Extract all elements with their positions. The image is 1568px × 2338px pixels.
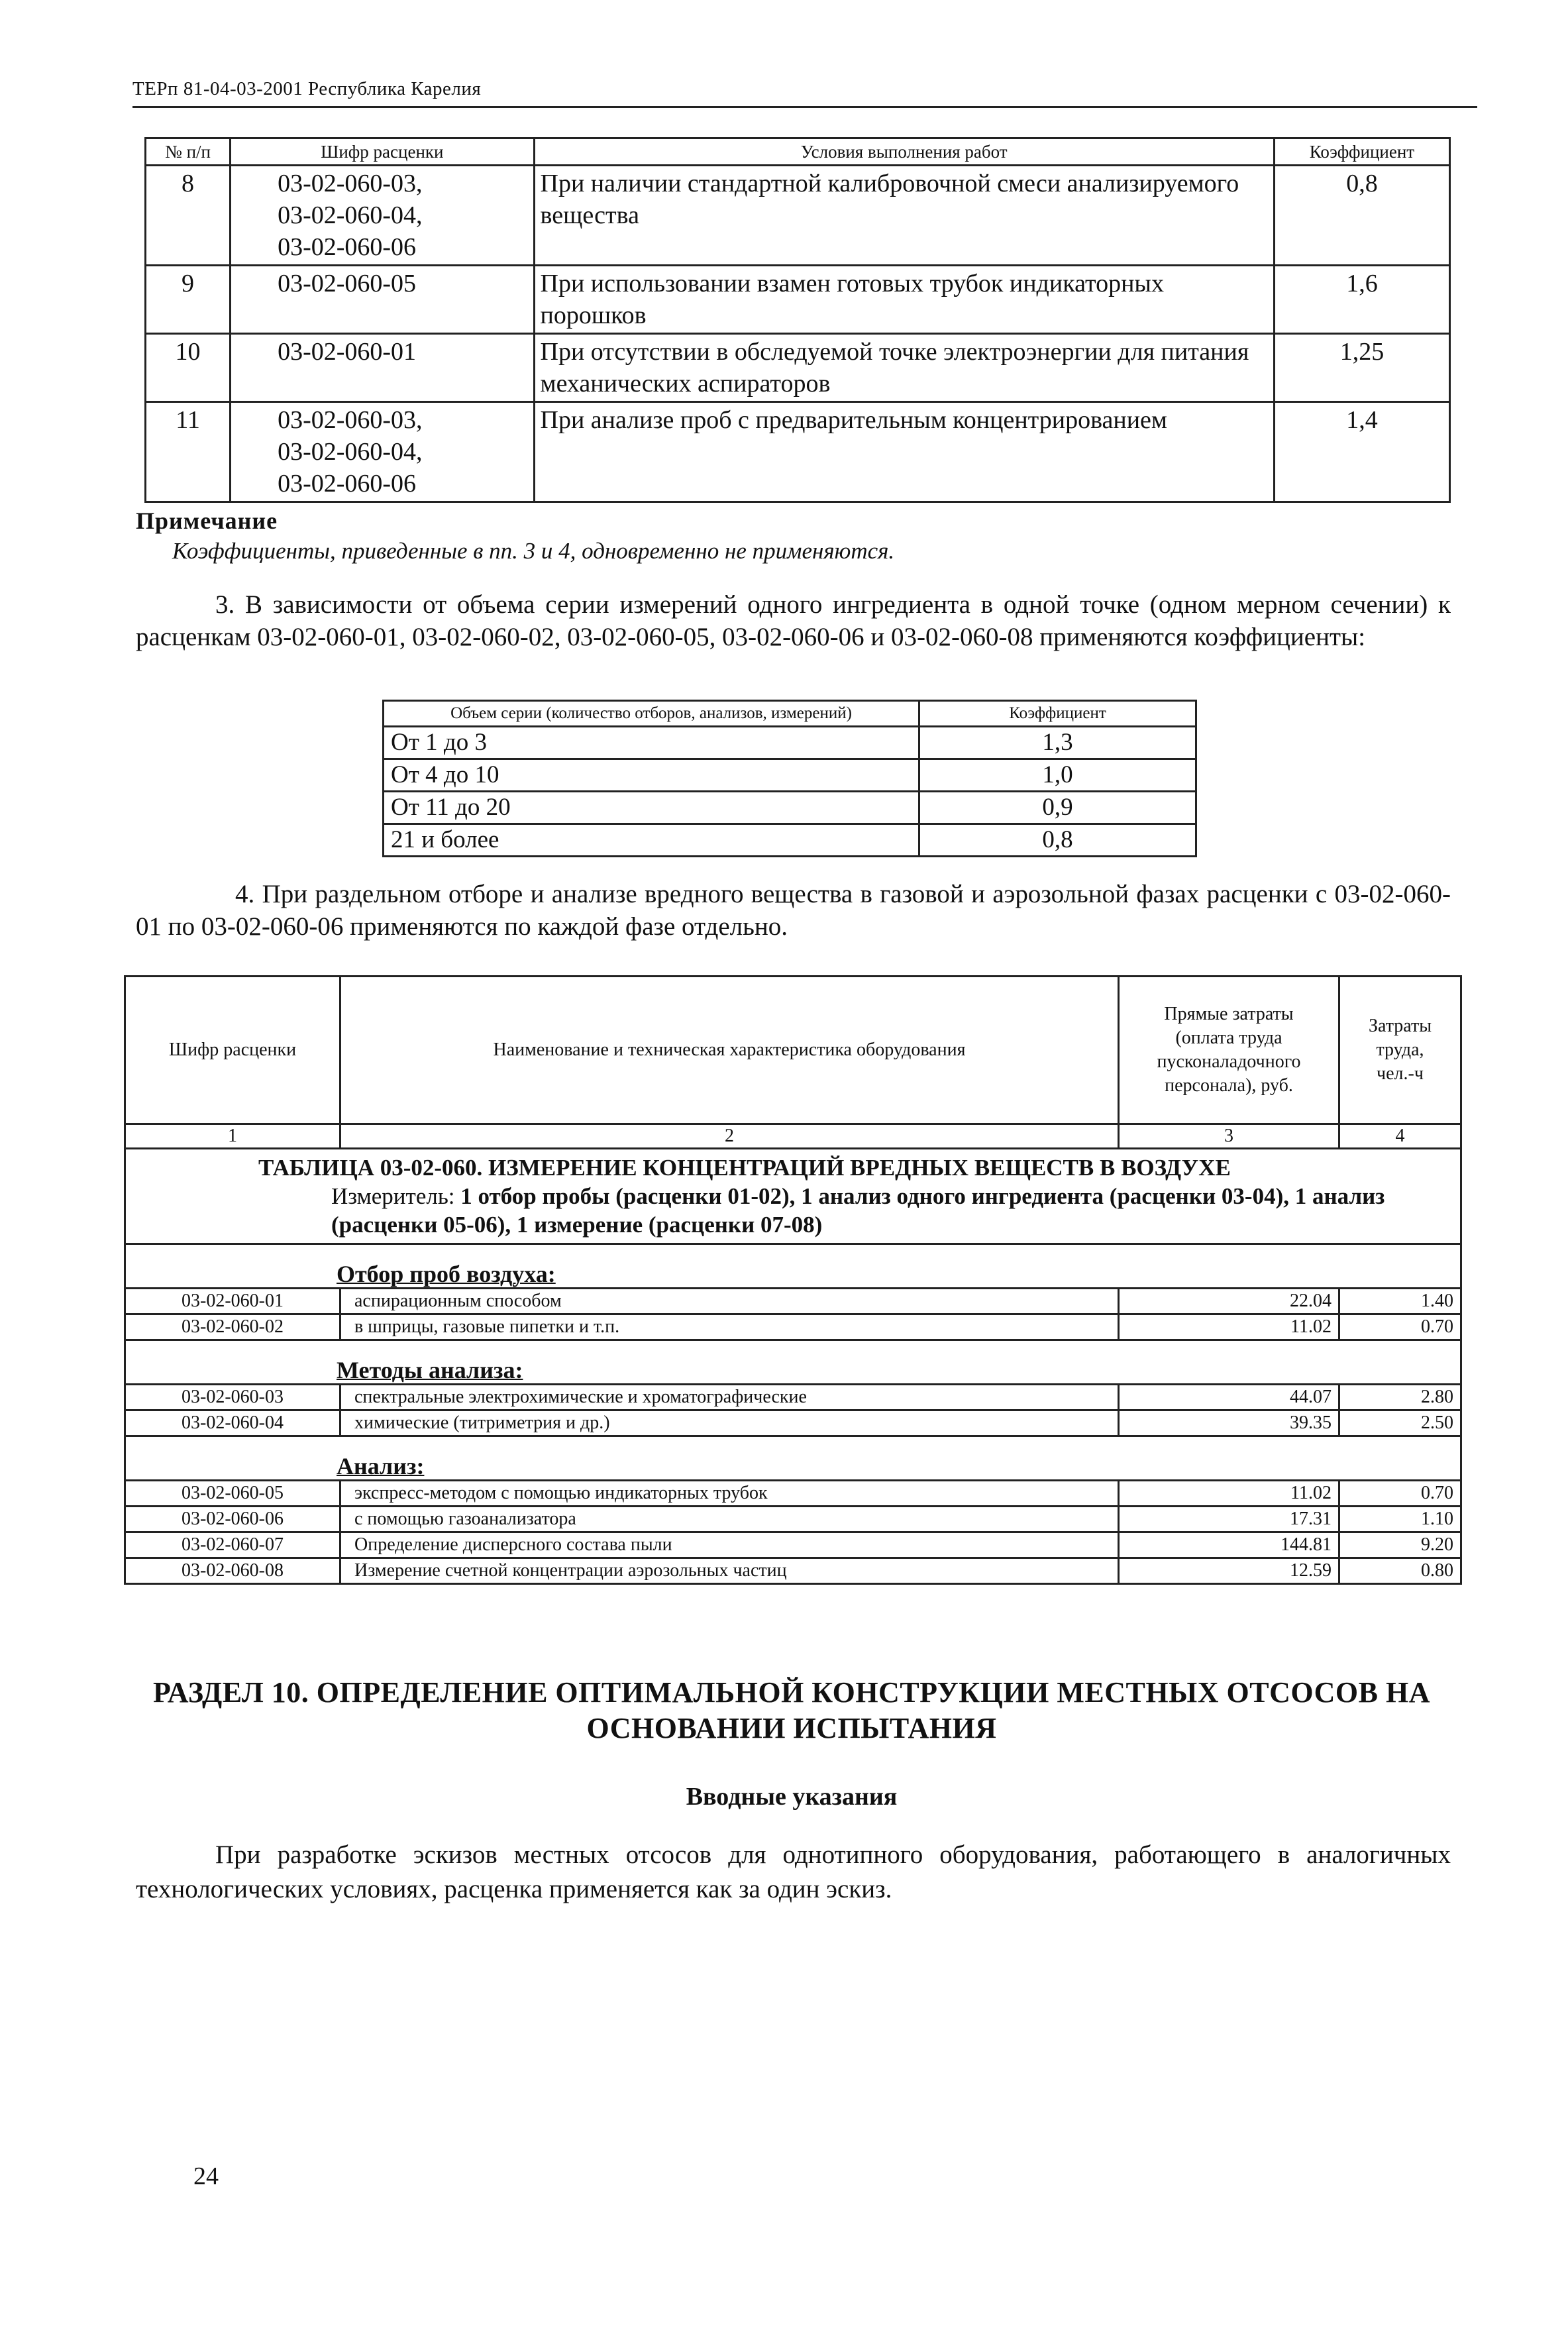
price-labor: 2.50 bbox=[1339, 1410, 1461, 1436]
note-text: Коэффициенты, приведенные в пп. 3 и 4, одновременно не применяются. bbox=[172, 538, 895, 564]
price-cost: 22.04 bbox=[1119, 1289, 1339, 1314]
price-labor: 1.10 bbox=[1339, 1507, 1461, 1532]
price-name: в шприцы, газовые пипетки и т.п. bbox=[340, 1314, 1119, 1340]
series-range: От 11 до 20 bbox=[384, 792, 919, 824]
price-labor: 1.40 bbox=[1339, 1289, 1461, 1314]
group-title: Анализ: bbox=[125, 1436, 1461, 1481]
row-coef: 1,6 bbox=[1274, 266, 1449, 334]
price-code: 03-02-060-03 bbox=[125, 1385, 340, 1410]
meter-description bbox=[179, 1182, 1453, 1239]
price-name: химические (титриметрия и др.) bbox=[340, 1410, 1119, 1436]
series-table-header bbox=[384, 701, 1196, 727]
code: 03-02-060-03, bbox=[278, 406, 423, 434]
code: 03-02-060-06 bbox=[278, 233, 417, 261]
page-number: 24 bbox=[193, 2162, 219, 2190]
series-coef: 1,0 bbox=[919, 759, 1196, 792]
table-row bbox=[384, 759, 1196, 792]
table-row bbox=[384, 727, 1196, 759]
col-number: 1 bbox=[125, 1124, 340, 1149]
group-title: Отбор проб воздуха: bbox=[125, 1244, 1461, 1289]
price-name: аспирационным способом bbox=[340, 1289, 1119, 1314]
table-row bbox=[384, 824, 1196, 857]
table-row bbox=[125, 1507, 1461, 1532]
table-row bbox=[125, 1558, 1461, 1584]
series-range: От 4 до 10 bbox=[384, 759, 919, 792]
table-row bbox=[384, 792, 1196, 824]
table-row bbox=[125, 1410, 1461, 1436]
table-row bbox=[146, 402, 1450, 502]
row-num: 8 bbox=[146, 166, 231, 266]
price-code: 03-02-060-08 bbox=[125, 1558, 340, 1584]
section-title-line: РАЗДЕЛ 10. ОПРЕДЕЛЕНИЕ ОПТИМАЛЬНОЙ КОНСТРУКЦИИ МЕСТНЫХ ОТСОСОВ НА bbox=[152, 1676, 1430, 1709]
price-table-header bbox=[125, 977, 1461, 1124]
price-name: Определение дисперсного состава пыли bbox=[340, 1532, 1119, 1558]
row-num: 10 bbox=[146, 334, 231, 402]
table-row bbox=[146, 266, 1450, 334]
row-codes bbox=[231, 334, 534, 402]
series-range: От 1 до 3 bbox=[384, 727, 919, 759]
row-condition: При наличии стандартной калибровочной смеси анализируемого вещества bbox=[534, 166, 1274, 266]
header-code: Шифр расценки bbox=[231, 138, 534, 166]
price-name: с помощью газоанализатора bbox=[340, 1507, 1119, 1532]
row-condition: При отсутствии в обследуемой точке электроэнергии для питания механических аспираторов bbox=[534, 334, 1274, 402]
price-code: 03-02-060-04 bbox=[125, 1410, 340, 1436]
code: 03-02-060-04, bbox=[278, 201, 423, 229]
table-title: ТАБЛИЦА 03-02-060. ИЗМЕРЕНИЕ КОНЦЕНТРАЦИЙ ВРЕДНЫХ ВЕЩЕСТВ В ВОЗДУХЕ bbox=[258, 1155, 1231, 1181]
code: 03-02-060-03, bbox=[278, 170, 423, 197]
group-title: Методы анализа: bbox=[125, 1340, 1461, 1385]
note-title: Примечание bbox=[136, 507, 278, 534]
row-codes bbox=[231, 166, 534, 266]
price-cost: 11.02 bbox=[1119, 1314, 1339, 1340]
code: 03-02-060-04, bbox=[278, 438, 423, 466]
price-cost: 44.07 bbox=[1119, 1385, 1339, 1410]
price-cost: 17.31 bbox=[1119, 1507, 1339, 1532]
header-name: Наименование и техническая характеристика оборудования bbox=[340, 977, 1119, 1124]
table-title-row bbox=[125, 1149, 1461, 1244]
price-name: экспресс-методом с помощью индикаторных трубок bbox=[340, 1481, 1119, 1507]
header-coef: Коэффициент bbox=[1274, 138, 1449, 166]
row-num: 11 bbox=[146, 402, 231, 502]
coefficients-table bbox=[144, 137, 1451, 503]
price-cost: 11.02 bbox=[1119, 1481, 1339, 1507]
price-code: 03-02-060-01 bbox=[125, 1289, 340, 1314]
section-text: При разработке эскизов местных отсосов для однотипного оборудования, работающего в аналогичных технологических условиях, расценка применяется как за один эскиз. bbox=[136, 1840, 1451, 1903]
paragraph-4: 4. При раздельном отборе и анализе вредного вещества в газовой и аэрозольной фазах расценки с 03-02-060-01 по 03-02-060-06 применяются по каждой фазе отдельно. bbox=[136, 880, 1451, 941]
section-title-line: ОСНОВАНИИ ИСПЫТАНИЯ bbox=[586, 1712, 997, 1744]
coefficients-table-header bbox=[146, 138, 1450, 166]
price-name: спектральные электрохимические и хроматографические bbox=[340, 1385, 1119, 1410]
column-numbers bbox=[125, 1124, 1461, 1149]
price-cost: 12.59 bbox=[1119, 1558, 1339, 1584]
header-condition: Условия выполнения работ bbox=[534, 138, 1274, 166]
row-coef: 0,8 bbox=[1274, 166, 1449, 266]
row-coef: 1,25 bbox=[1274, 334, 1449, 402]
table-row bbox=[146, 166, 1450, 266]
col-number: 3 bbox=[1119, 1124, 1339, 1149]
price-code: 03-02-060-05 bbox=[125, 1481, 340, 1507]
row-num: 9 bbox=[146, 266, 231, 334]
col-number: 4 bbox=[1339, 1124, 1461, 1149]
row-condition: При использовании взамен готовых трубок индикаторных порошков bbox=[534, 266, 1274, 334]
meter-text: 1 отбор пробы (расценки 01-02), 1 анализ одного ингредиента (расценки 03-04), 1 анализ (расценки 05-06), 1 измерение (расценки 07-08) bbox=[331, 1183, 1385, 1238]
header-labor: Затраты труда, чел.-ч bbox=[1339, 977, 1461, 1124]
section-title bbox=[132, 1675, 1451, 1746]
code: 03-02-060-01 bbox=[278, 338, 417, 366]
price-labor: 0.70 bbox=[1339, 1314, 1461, 1340]
section-subtitle: Вводные указания bbox=[686, 1783, 898, 1811]
code: 03-02-060-06 bbox=[278, 470, 417, 498]
code: 03-02-060-05 bbox=[278, 270, 417, 297]
table-title-cell bbox=[125, 1149, 1461, 1244]
series-coef: 0,9 bbox=[919, 792, 1196, 824]
group-row bbox=[125, 1436, 1461, 1481]
page-header: ТЕРп 81-04-03-2001 Республика Карелия bbox=[132, 78, 482, 99]
row-coef: 1,4 bbox=[1274, 402, 1449, 502]
price-code: 03-02-060-06 bbox=[125, 1507, 340, 1532]
series-coef: 0,8 bbox=[919, 824, 1196, 857]
table-row bbox=[125, 1289, 1461, 1314]
meter-label: Измеритель: bbox=[331, 1183, 461, 1209]
table-row bbox=[125, 1481, 1461, 1507]
col-number: 2 bbox=[340, 1124, 1119, 1149]
price-table bbox=[124, 975, 1462, 1585]
price-labor: 2.80 bbox=[1339, 1385, 1461, 1410]
price-cost: 144.81 bbox=[1119, 1532, 1339, 1558]
header-divider bbox=[132, 106, 1477, 108]
table-row bbox=[125, 1385, 1461, 1410]
series-range: 21 и более bbox=[384, 824, 919, 857]
price-code: 03-02-060-02 bbox=[125, 1314, 340, 1340]
series-coef: 1,3 bbox=[919, 727, 1196, 759]
paragraph-3: 3. В зависимости от объема серии измерений одного ингредиента в одной точке (одном мерном сечении) к расценкам 03-02-060-01, 03-02-060-02, 03-02-060-05, 03-02-060-06 и 03-02-060-08 применяются коэффициенты: bbox=[136, 590, 1451, 651]
header-direct-cost: Прямые затраты (оплата труда пусконаладочного персонала), руб. bbox=[1119, 977, 1339, 1124]
table-row bbox=[125, 1314, 1461, 1340]
price-cost: 39.35 bbox=[1119, 1410, 1339, 1436]
series-coefficients-table bbox=[382, 700, 1197, 857]
header-series-volume: Объем серии (количество отборов, анализов, измерений) bbox=[384, 701, 919, 727]
row-codes bbox=[231, 402, 534, 502]
price-name: Измерение счетной концентрации аэрозольных частиц bbox=[340, 1558, 1119, 1584]
group-row bbox=[125, 1244, 1461, 1289]
header-num: № п/п bbox=[146, 138, 231, 166]
header-code: Шифр расценки bbox=[125, 977, 340, 1124]
table-row bbox=[125, 1532, 1461, 1558]
price-code: 03-02-060-07 bbox=[125, 1532, 340, 1558]
group-row bbox=[125, 1340, 1461, 1385]
price-labor: 9.20 bbox=[1339, 1532, 1461, 1558]
row-condition: При анализе проб с предварительным концентрированием bbox=[534, 402, 1274, 502]
table-row bbox=[146, 334, 1450, 402]
price-labor: 0.70 bbox=[1339, 1481, 1461, 1507]
row-codes bbox=[231, 266, 534, 334]
price-labor: 0.80 bbox=[1339, 1558, 1461, 1584]
header-coef: Коэффициент bbox=[919, 701, 1196, 727]
